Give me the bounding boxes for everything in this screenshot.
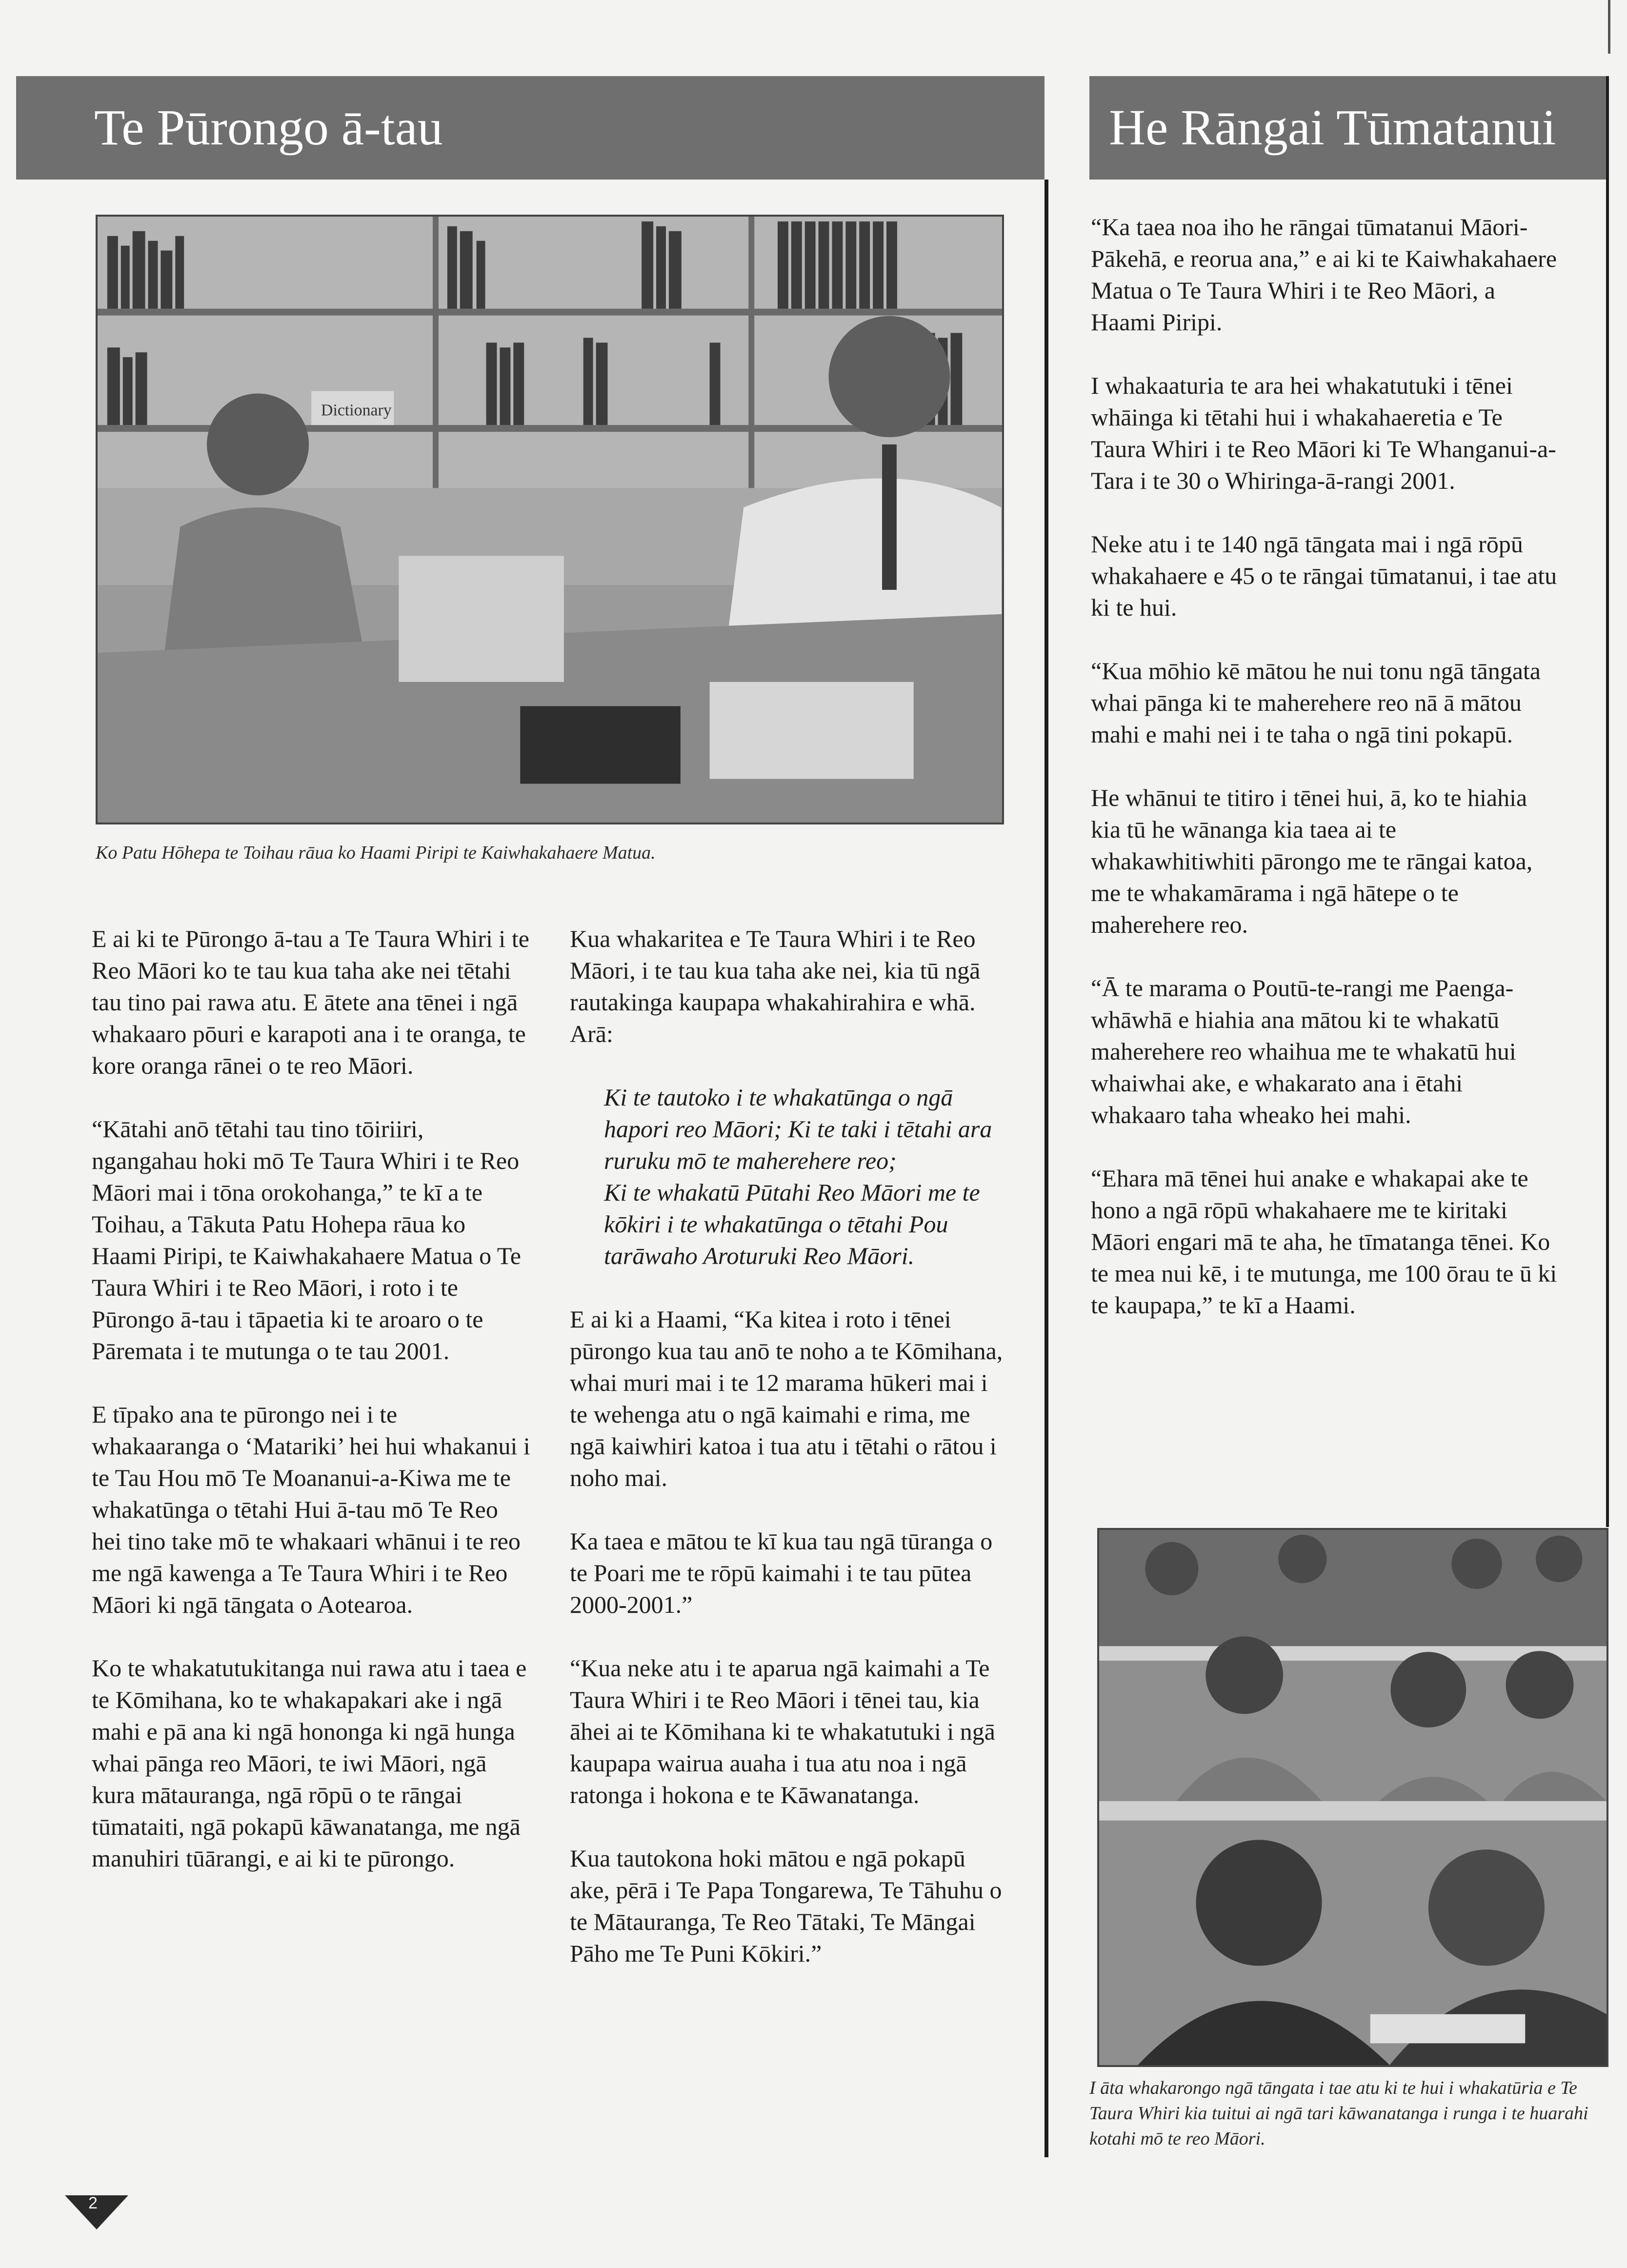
middle-text-column bbox=[570, 923, 1009, 2001]
middle-paragraph-4: “Kua neke atu i te aparua ngā kaimahi a Te Taura Whiri i te Reo Māori i tēnei tau, kia āhei ai te Kōmihana ki te whakatutuki i ngā kaupapa wairua auaha i tua atu noa i ngā ratonga i hokona e te Kāwanatanga. bbox=[570, 1654, 995, 1808]
conference-photo-caption: I āta whakarongo ngā tāngata i tae atu ki te hui i whakatūria e Te Taura Whiri kia tuitui ai ngā tari kāwanatanga i runga i te huarahi kotahi mō te reo Māori. bbox=[1089, 2078, 1588, 2149]
right-paragraph-3: Neke atu i te 140 ngā tāngata mai i ngā rōpū whakahaere e 45 o te rāngai tūmatanui, i tae atu ki te hui. bbox=[1091, 530, 1557, 621]
middle-paragraph-2: E ai ki a Haami, “Ka kitea i roto i tēnei pūrongo kua tau anō te noho a te Kōmihana, whai muri mai i te 12 marama hūkeri mai i te wehenga atu o ngā kaimahi e rima, me ngā kaiwhiri katoa i tua atu i tētahi o rātou i noho mai. bbox=[570, 1305, 1003, 1491]
page-number: 2 bbox=[88, 2194, 98, 2212]
middle-paragraph-1: Kua whakaritea e Te Taura Whiri i te Reo Māori, i te tau kua taha ake nei, kia tū ngā rautakinga kaupapa whakahirahira e whā. Arā: bbox=[570, 925, 981, 1047]
office-photo-caption: Ko Patu Hōhepa te Toihau rāua ko Haami Piripi te Kaiwhakahaere Matua. bbox=[96, 843, 656, 863]
corner-mark bbox=[1608, 0, 1610, 54]
left-text-column bbox=[92, 923, 531, 1906]
right-paragraph-5: He whānui te titiro i tēnei hui, ā, ko te hiahia kia tū he wānanga kia taea ai te whakawhitiwhiti pārongo me te rāngai katoa, me te whakamārama i ngā hātepe o te maherehere reo. bbox=[1091, 784, 1533, 938]
quote-line-2: Ki te whakatū Pūtahi Reo Māori me te kōkiri i te whakatūnga o tētahi Pou tarāwaho Aroturuki Reo Māori. bbox=[604, 1179, 980, 1269]
left-paragraph-3: E tīpako ana te pūrongo nei i te whakaaranga o ‘Matariki’ hei hui whakanui i te Tau Hou mō Te Moananui-a-Kiwa me te whakatūnga o tētahi Hui ā-tau mō Te Reo hei tino take mō te whakaari whānui i te reo me ngā kawenga a Te Taura Whiri i te Reo Māori ki ngā tāngata o Aotearoa. bbox=[92, 1401, 530, 1618]
column-divider-left bbox=[1044, 180, 1048, 2157]
right-text-column bbox=[1091, 211, 1559, 1353]
right-paragraph-1: “Ka taea noa iho he rāngai tūmatanui Māori-Pākehā, e reorua ana,” e ai ki te Kaiwhakahaere Matua o Te Taura Whiri i te Reo Māori, a Haami Piripi. bbox=[1091, 213, 1557, 336]
right-paragraph-6: “Ā te marama o Poutū-te-rangi me Paenga-whāwhā e hiahia ana mātou ki te whakatū maherehere reo whaihua me te whakatū hui whaiwhai ake, e whakarato ana i ētahi whakaaro taha wheako hei mahi. bbox=[1091, 974, 1516, 1128]
right-paragraph-4: “Kua mōhio kē mātou he nui tonu ngā tāngata whai pānga ki te maherehere reo nā ā mātou mahi e mahi nei i te taha o ngā tini pokapū. bbox=[1091, 657, 1541, 748]
middle-paragraph-5: Kua tautokona hoki mātou e ngā pokapū ake, pērā i Te Papa Tongarewa, Te Tāhuhu o te Mātauranga, Te Reo Tātaki, Te Māngai Pāho me Te Puni Kōkiri.” bbox=[570, 1845, 1002, 1967]
section-title-left: Te Pūrongo ā-tau bbox=[16, 76, 1044, 180]
section-title-right: He Rāngai Tūmatanui bbox=[1089, 76, 1609, 180]
office-photo bbox=[96, 215, 1004, 824]
right-paragraph-2: I whakaaturia te ara hei whakatutuki i tēnei whāinga ki tētahi hui i whakahaeretia e Te Taura Whiri i te Reo Māori ki Te Whanganui-a-Tara i te 30 o Whiringa-ā-rangi 2001. bbox=[1091, 372, 1556, 494]
quote-line-1: Ki te tautoko i te whakatūnga o ngā hapori reo Māori; Ki te taki i tētahi ara ruruku mō te maherehere reo; bbox=[604, 1084, 992, 1174]
right-paragraph-7: “Ehara mā tēnei hui anake e whakapai ake te hono a ngā rōpū whakahaere me te kiritaki Māori engari mā te aha, he tīmatanga tēnei. Ko te mea nui kē, i te mutunga, me 100 ōrau te ū ki te kaupapa,” te kī a Haami. bbox=[1091, 1164, 1557, 1319]
column-divider-right bbox=[1606, 76, 1609, 1527]
middle-paragraph-3: Ka taea e mātou te kī kua tau ngā tūranga o te Poari me te rōpū kaimahi i te tau pūtea 2000-2001.” bbox=[570, 1527, 993, 1618]
left-paragraph-1: E ai ki te Pūrongo ā-tau a Te Taura Whiri i te Reo Māori ko te tau kua taha ake nei tētahi tau tino pai rawa atu. E ātete ana tēnei i ngā whakaaro pōuri e karapoti ana i te oranga, te kore oranga rānei o te reo Māori. bbox=[92, 925, 529, 1079]
strategy-quote bbox=[570, 1082, 1009, 1272]
conference-photo bbox=[1097, 1528, 1608, 2067]
dictionary-book-label: Dictionary bbox=[321, 401, 392, 420]
left-paragraph-4: Ko te whakatutukitanga nui rawa atu i taea e te Kōmihana, ko te whakapakari ake i ngā mahi e pā ana ki ngā hononga ki ngā hunga whai pānga reo Māori, te iwi Māori, ngā kura mātauranga, ngā rōpū o te rāngai tūmataiti, ngā pokapū kāwanatanga, me ngā manuhiri tūārangi, e ai ki te pūrongo. bbox=[92, 1654, 527, 1872]
left-paragraph-2: “Kātahi anō tētahi tau tino tōiriiri, ngangahau hoki mō Te Taura Whiri i te Reo Māori mai i tōna orokohanga,” te kī a te Toihau, a Tākuta Patu Hohepa rāua ko Haami Piripi, te Kaiwhakahaere Matua o Te Taura Whiri i te Reo Māori, i roto i te Pūrongo ā-tau i tāpaetia ki te aroaro o te Pāremata i te mutunga o te tau 2001. bbox=[92, 1115, 521, 1365]
